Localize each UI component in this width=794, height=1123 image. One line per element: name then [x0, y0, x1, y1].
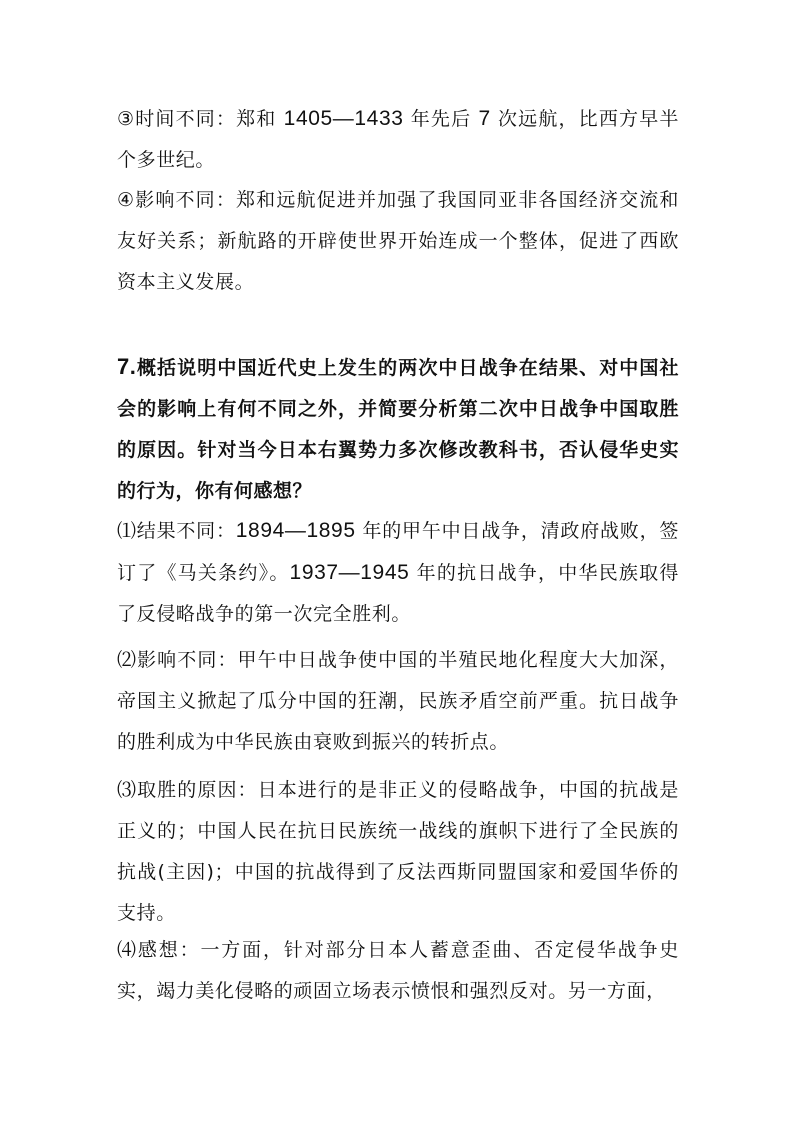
answer-result-difference: ⑴结果不同：1894—1895 年的甲午中日战争，清政府战败，签订了《马关条约》。1937—1945 年的抗日战争，中华民族取得了反侵略战争的第一次完全胜利。: [117, 519, 679, 625]
paragraph-time-difference: ③时间不同：郑和 1405—1433 年先后 7 次远航，比西方早半个多世纪。: [117, 107, 679, 171]
answer-reflections: ⑷感想：一方面，针对部分日本人蓄意歪曲、否定侵华战争史实，竭力美化侵略的顽固立场表示愤恨和强烈反对。另一方面，: [117, 939, 679, 1002]
question-number: 7.: [117, 354, 137, 379]
circled-marker: ③: [117, 108, 136, 130]
paragraph-impact-difference: ④影响不同：郑和远航促进并加强了我国同亚非各国经济交流和友好关系；新航路的开辟使世界开始连成一个整体，促进了西欧资本主义发展。: [117, 189, 679, 293]
answer-reasons-for-victory: ⑶取胜的原因：日本进行的是非正义的侵略战争，中国的抗战是正义的；中国人民在抗日民族统一战线的旗帜下进行了全民族的抗战(主因)；中国的抗战得到了反法西斯同盟国家和爱国华侨的支持。: [117, 779, 679, 924]
question-text: 概括说明中国近代史上发生的两次中日战争在结果、对中国社会的影响上有何不同之外，并简要分析第二次中日战争中国取胜的原因。针对当今日本右翼势力多次修改教科书，否认侵华史实的行为，你有何感想？: [117, 357, 679, 502]
question-7: [117, 346, 679, 512]
answer-impact-difference: ⑵影响不同：甲午中日战争使中国的半殖民地化程度大大加深，帝国主义掀起了瓜分中国的狂潮，民族矛盾空前严重。抗日战争的胜利成为中华民族由衰败到振兴的转折点。: [117, 649, 679, 753]
